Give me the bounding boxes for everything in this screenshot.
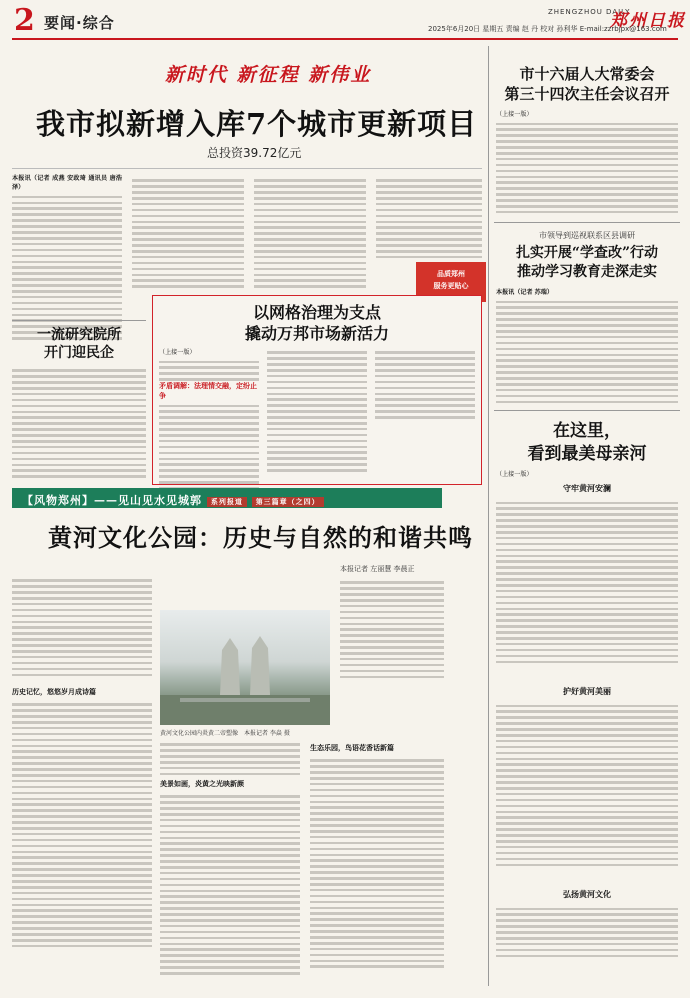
npc-headline-line-1: 市十六届人大常委会 — [519, 65, 655, 83]
feature-subhead-1: 历史记忆，悠悠岁月成诗篇 — [12, 688, 96, 696]
grid-box-subhead-1: 矛盾调解：法理情交融，定纷止争 — [159, 382, 257, 401]
npc-opening: （上接一版） — [496, 111, 533, 118]
npc-headline-line-2: 第三十四次主任会议召开 — [504, 85, 670, 103]
npc-meeting-headline — [494, 64, 680, 104]
grid-box-title-line-1: 以网格治理为支点 — [252, 303, 381, 322]
ad-line-1: 品质郑州 — [437, 270, 465, 278]
lead-column-4 — [376, 176, 482, 260]
study-kicker: 市领导到巡视联系区县调研 — [539, 231, 635, 240]
lead-byline: 本报讯（记者 成燕 安政琦 通讯员 唐浩泽） — [12, 175, 122, 192]
lead-subhead: 总投资39.72亿元 — [207, 146, 302, 160]
study-headline — [494, 244, 680, 282]
divider — [494, 410, 680, 411]
grid-box-column-1 — [159, 348, 259, 501]
divider — [12, 320, 146, 321]
divider — [494, 222, 680, 223]
study-body — [496, 288, 678, 409]
column-rule — [488, 46, 489, 986]
river-opening: （上接一版） — [496, 471, 533, 478]
study-opening: 本报讯（记者 苏瑞） — [496, 289, 553, 296]
river-subhead-3: 弘扬黄河文化 — [563, 890, 611, 900]
river-subhead-2: 护好黄河美丽 — [563, 687, 611, 697]
study-headline-line-2: 推动学习教育走深走实 — [517, 264, 657, 280]
grid-governance-box — [152, 295, 482, 485]
research-headline-line-2: 开门迎民企 — [44, 345, 114, 361]
paper-logo: 郑州日报 — [610, 11, 686, 31]
feature-headline: 黄河文化公园：历史与自然的和谐共鸣 — [48, 523, 473, 552]
river-headline-line-2: 看到最美母亲河 — [527, 444, 647, 464]
banner-tag-chapter: 第三篇章（之四） — [252, 497, 324, 507]
research-headline-line-1: 一流研究院所 — [37, 327, 121, 343]
divider — [12, 168, 482, 169]
page-number: 2 — [14, 3, 35, 38]
lead-column-2 — [132, 176, 244, 290]
npc-body — [496, 110, 678, 219]
feature-column-1 — [12, 576, 152, 972]
lead-column-1 — [12, 174, 122, 342]
feature-column-3 — [310, 740, 444, 992]
ad-line-2: 服务更贴心 — [433, 282, 469, 290]
grid-box-title — [153, 302, 481, 344]
grid-box-opening: （上接一版） — [159, 349, 196, 356]
paper-name-english: ZHENGZHOU DAILY — [548, 8, 631, 16]
feature-column-3-top — [340, 578, 444, 690]
study-headline-line-1: 扎实开展“学查改”行动 — [515, 245, 659, 261]
lead-column-3 — [254, 176, 366, 290]
feature-subhead-2: 生态乐园，鸟语花香话新篇 — [310, 744, 394, 752]
date-line: 2025年6月20日 星期五 责编 赵 丹 校对 孙利华 E-mail:zzrbjpx@163.com — [428, 25, 667, 33]
river-body — [496, 470, 678, 964]
research-body — [12, 366, 146, 482]
statue-illustration — [160, 610, 330, 725]
photo-caption: 黄河文化公园内炎黄二帝塑像 本报记者 李焱 摄 — [160, 730, 290, 737]
research-headline — [12, 326, 146, 362]
grid-box-title-line-2: 撬动万邦市场新活力 — [244, 324, 389, 343]
feature-byline: 本报记者 左丽慧 李晨正 — [340, 565, 415, 573]
lead-headline: 我市拟新增入库7个城市更新项目 — [36, 107, 478, 141]
section-name: 要闻·综合 — [44, 14, 115, 32]
river-subhead-1: 守牢黄河安澜 — [563, 484, 611, 494]
banner-title: 【风物郑州】——见山见水见城郭 — [22, 494, 202, 507]
masthead-rule — [12, 38, 678, 40]
statue-photo — [160, 610, 330, 725]
grid-box-column-3 — [375, 348, 475, 428]
grid-box-column-2 — [267, 348, 367, 482]
feature-banner-title — [22, 492, 324, 508]
feature-column-2 — [160, 740, 300, 996]
river-headline-line-1: 在这里， — [553, 421, 621, 441]
banner-tag-series: 系列报道 — [207, 497, 247, 507]
slogan: 新时代 新征程 新伟业 — [165, 64, 372, 86]
feature-subhead-3: 美景如画，炎黄之光映新颜 — [160, 780, 244, 788]
river-headline — [494, 420, 680, 466]
